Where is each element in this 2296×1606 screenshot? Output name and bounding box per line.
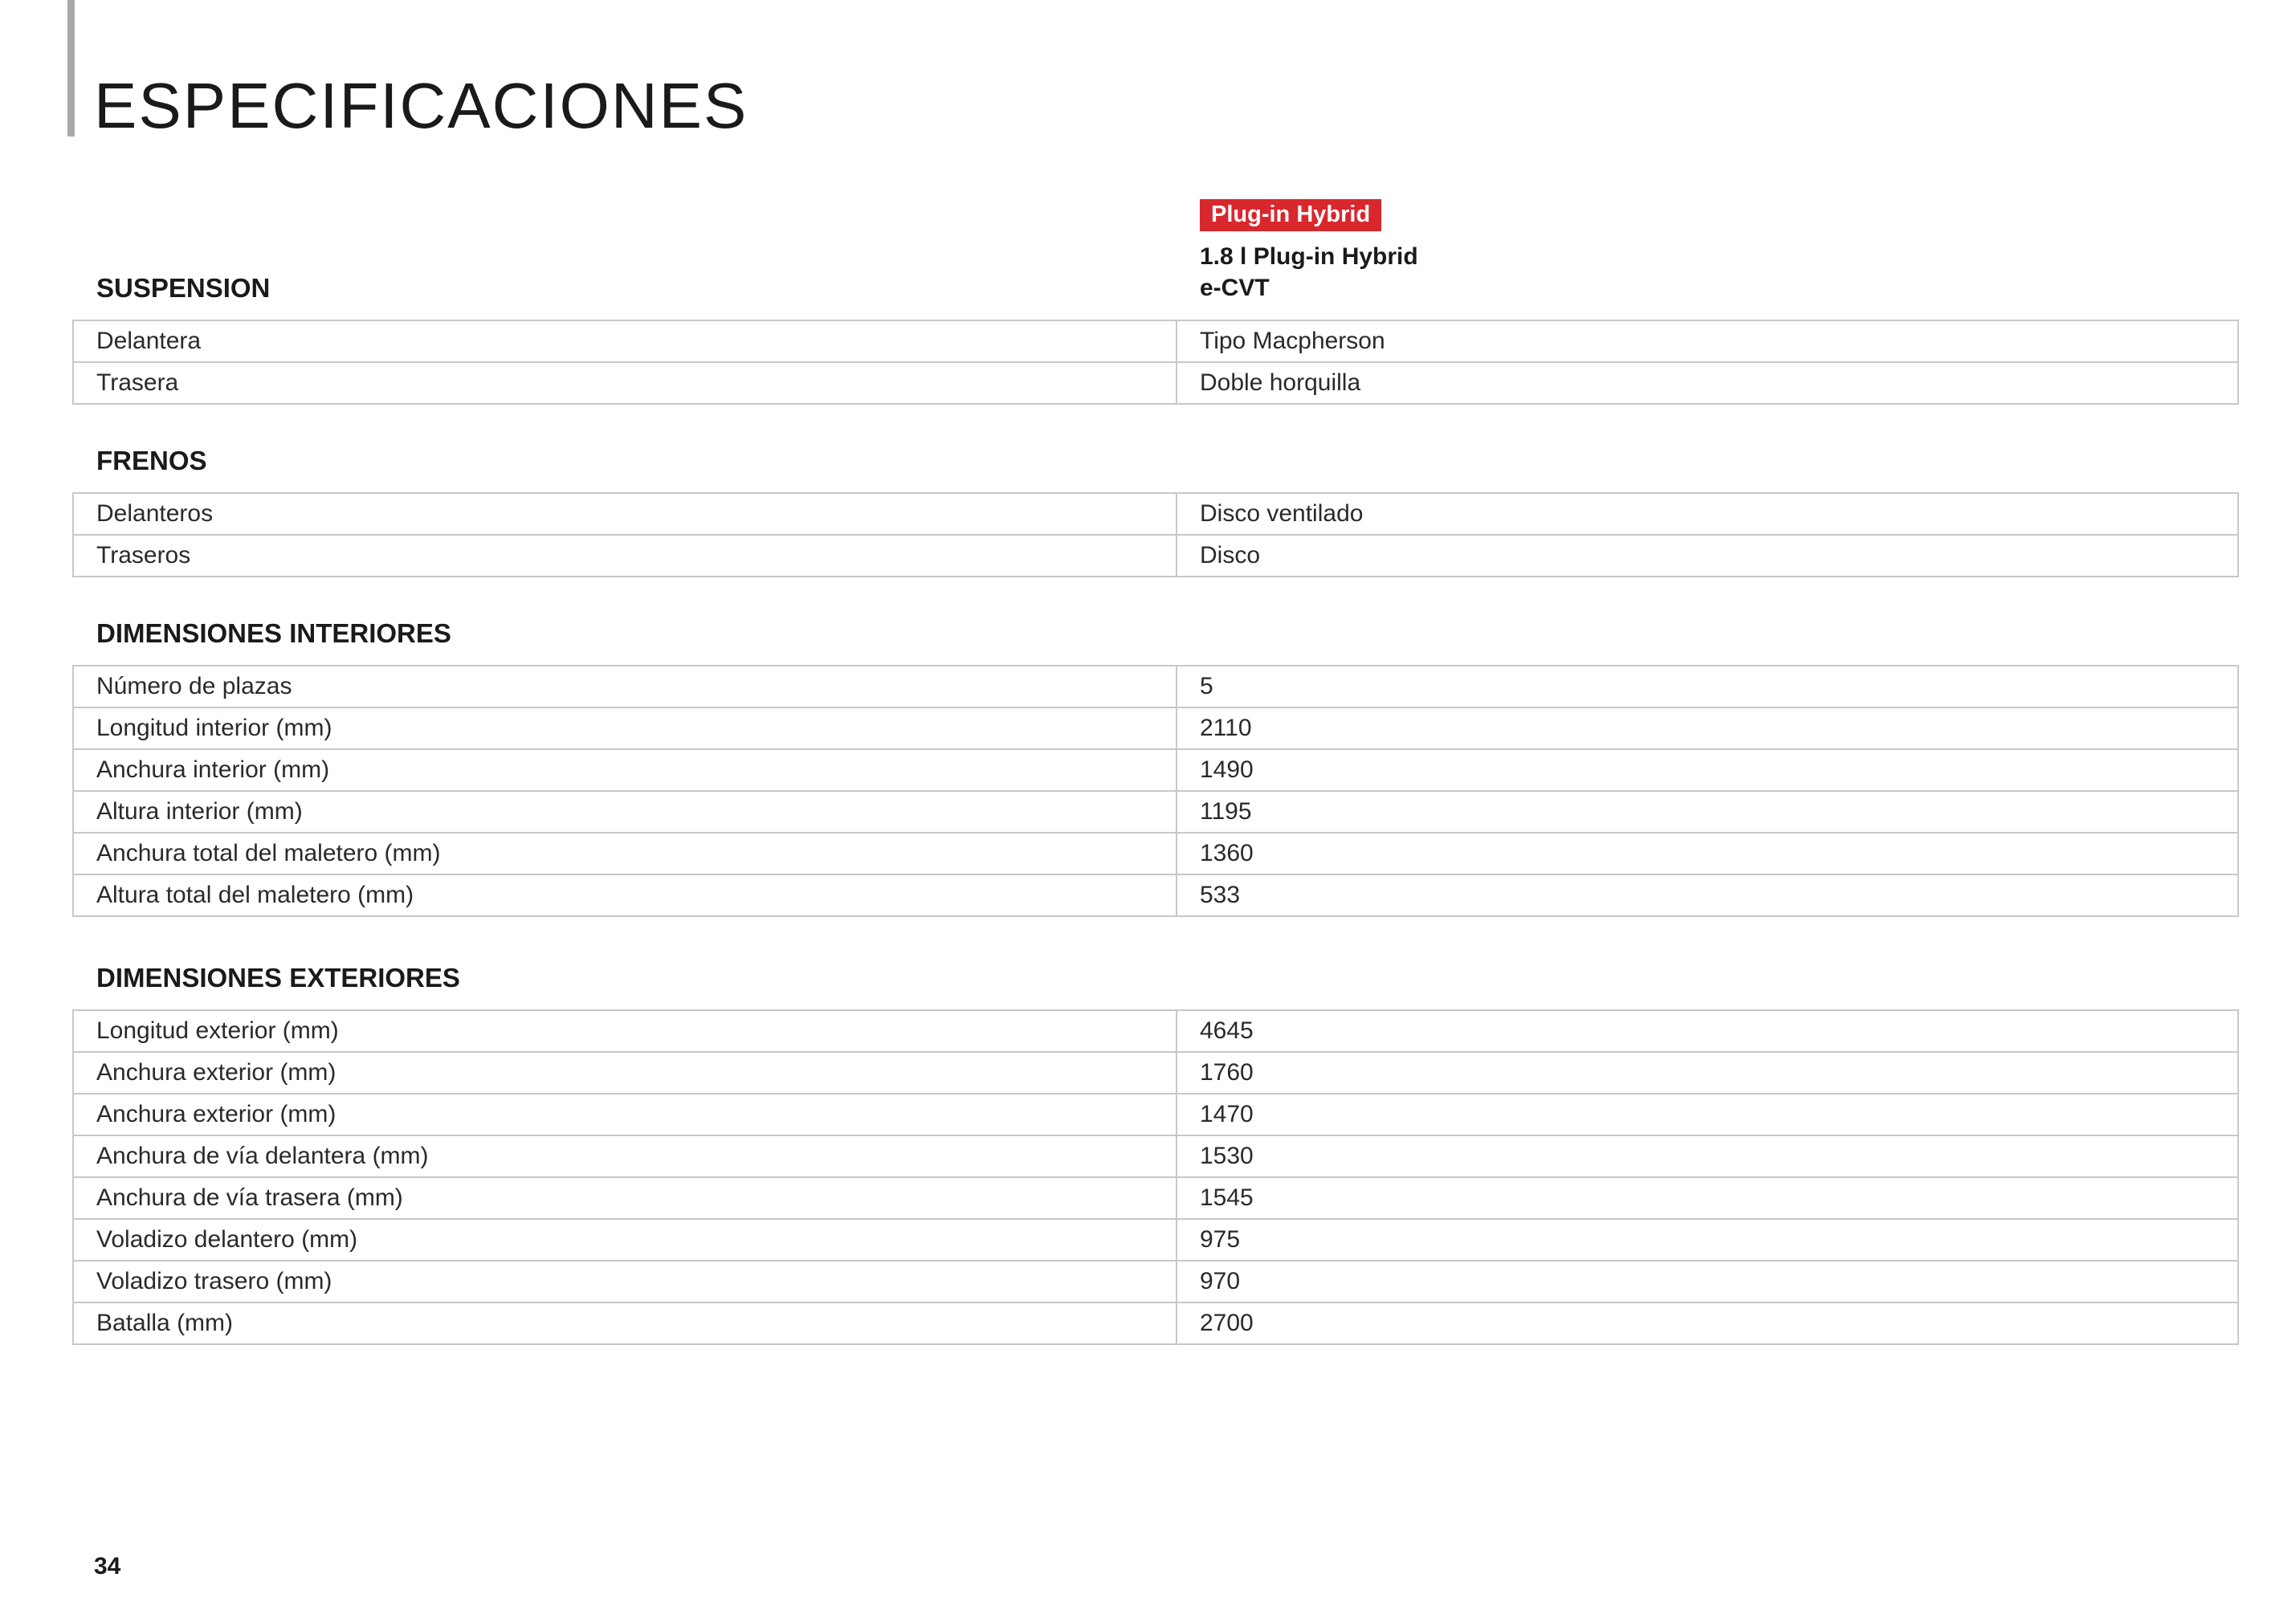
table-row (73, 535, 2238, 577)
spec-value: 1490 (1177, 749, 2238, 791)
spec-table-dimensiones-exteriores (72, 1009, 2239, 1345)
spec-value: 1530 (1177, 1135, 2238, 1177)
spec-label: Longitud interior (mm) (73, 707, 1177, 749)
spec-value: 1470 (1177, 1094, 2238, 1135)
spec-value: 1760 (1177, 1052, 2238, 1094)
spec-label: Traseros (73, 535, 1177, 577)
page-number: 34 (94, 1553, 121, 1580)
spec-label: Altura interior (mm) (73, 791, 1177, 833)
spec-label: Altura total del maletero (mm) (73, 874, 1177, 916)
title-accent-bar (67, 0, 75, 137)
table-row (73, 362, 2238, 404)
spec-value: Disco (1177, 535, 2238, 577)
spec-value: 975 (1177, 1219, 2238, 1261)
spec-value: Disco ventilado (1177, 493, 2238, 535)
spec-label: Anchura de vía trasera (mm) (73, 1177, 1177, 1219)
spec-label: Delanteros (73, 493, 1177, 535)
table-row (73, 1219, 2238, 1261)
table-row (73, 1135, 2238, 1177)
table-row (73, 320, 2238, 362)
spec-value: 1545 (1177, 1177, 2238, 1219)
table-row (73, 1261, 2238, 1302)
spec-value: 1195 (1177, 791, 2238, 833)
spec-label: Batalla (mm) (73, 1302, 1177, 1344)
spec-value: Doble horquilla (1177, 362, 2238, 404)
spec-label: Longitud exterior (mm) (73, 1010, 1177, 1052)
table-row (73, 1302, 2238, 1344)
spec-label: Anchura exterior (mm) (73, 1094, 1177, 1135)
spec-label: Anchura de vía delantera (mm) (73, 1135, 1177, 1177)
spec-label: Anchura total del maletero (mm) (73, 833, 1177, 874)
spec-value: 4645 (1177, 1010, 2238, 1052)
spec-label: Trasera (73, 362, 1177, 404)
section-title-dimensiones-interiores: DIMENSIONES INTERIORES (96, 618, 451, 648)
table-row (73, 1052, 2238, 1094)
spec-value: 970 (1177, 1261, 2238, 1302)
section-title-dimensiones-exteriores: DIMENSIONES EXTERIORES (96, 963, 460, 993)
page-title: ESPECIFICACIONES (94, 70, 748, 141)
plug-in-hybrid-badge: Plug-in Hybrid (1200, 199, 1381, 231)
table-row (73, 493, 2238, 535)
spec-value: 1360 (1177, 833, 2238, 874)
table-row (73, 749, 2238, 791)
spec-table-frenos (72, 492, 2239, 577)
table-row (73, 833, 2238, 874)
table-row (73, 1177, 2238, 1219)
spec-label: Anchura interior (mm) (73, 749, 1177, 791)
section-title-frenos: FRENOS (96, 446, 207, 475)
spec-label: Voladizo delantero (mm) (73, 1219, 1177, 1261)
table-row (73, 1094, 2238, 1135)
engine-name: 1.8 l Plug-in Hybrid (1200, 243, 1418, 270)
spec-label: Número de plazas (73, 666, 1177, 707)
spec-value: 5 (1177, 666, 2238, 707)
spec-value: 2700 (1177, 1302, 2238, 1344)
table-row (73, 1010, 2238, 1052)
transmission-name: e-CVT (1200, 275, 1270, 301)
spec-label: Anchura exterior (mm) (73, 1052, 1177, 1094)
spec-label: Delantera (73, 320, 1177, 362)
spec-table-suspension (72, 320, 2239, 405)
spec-label: Voladizo trasero (mm) (73, 1261, 1177, 1302)
table-row (73, 791, 2238, 833)
spec-value: 533 (1177, 874, 2238, 916)
spec-value: 2110 (1177, 707, 2238, 749)
table-row (73, 666, 2238, 707)
table-row (73, 874, 2238, 916)
spec-value: Tipo Macpherson (1177, 320, 2238, 362)
section-title-suspension: SUSPENSION (96, 273, 271, 303)
spec-table-dimensiones-interiores (72, 665, 2239, 917)
variant-column-header (1200, 199, 1418, 304)
table-row (73, 707, 2238, 749)
